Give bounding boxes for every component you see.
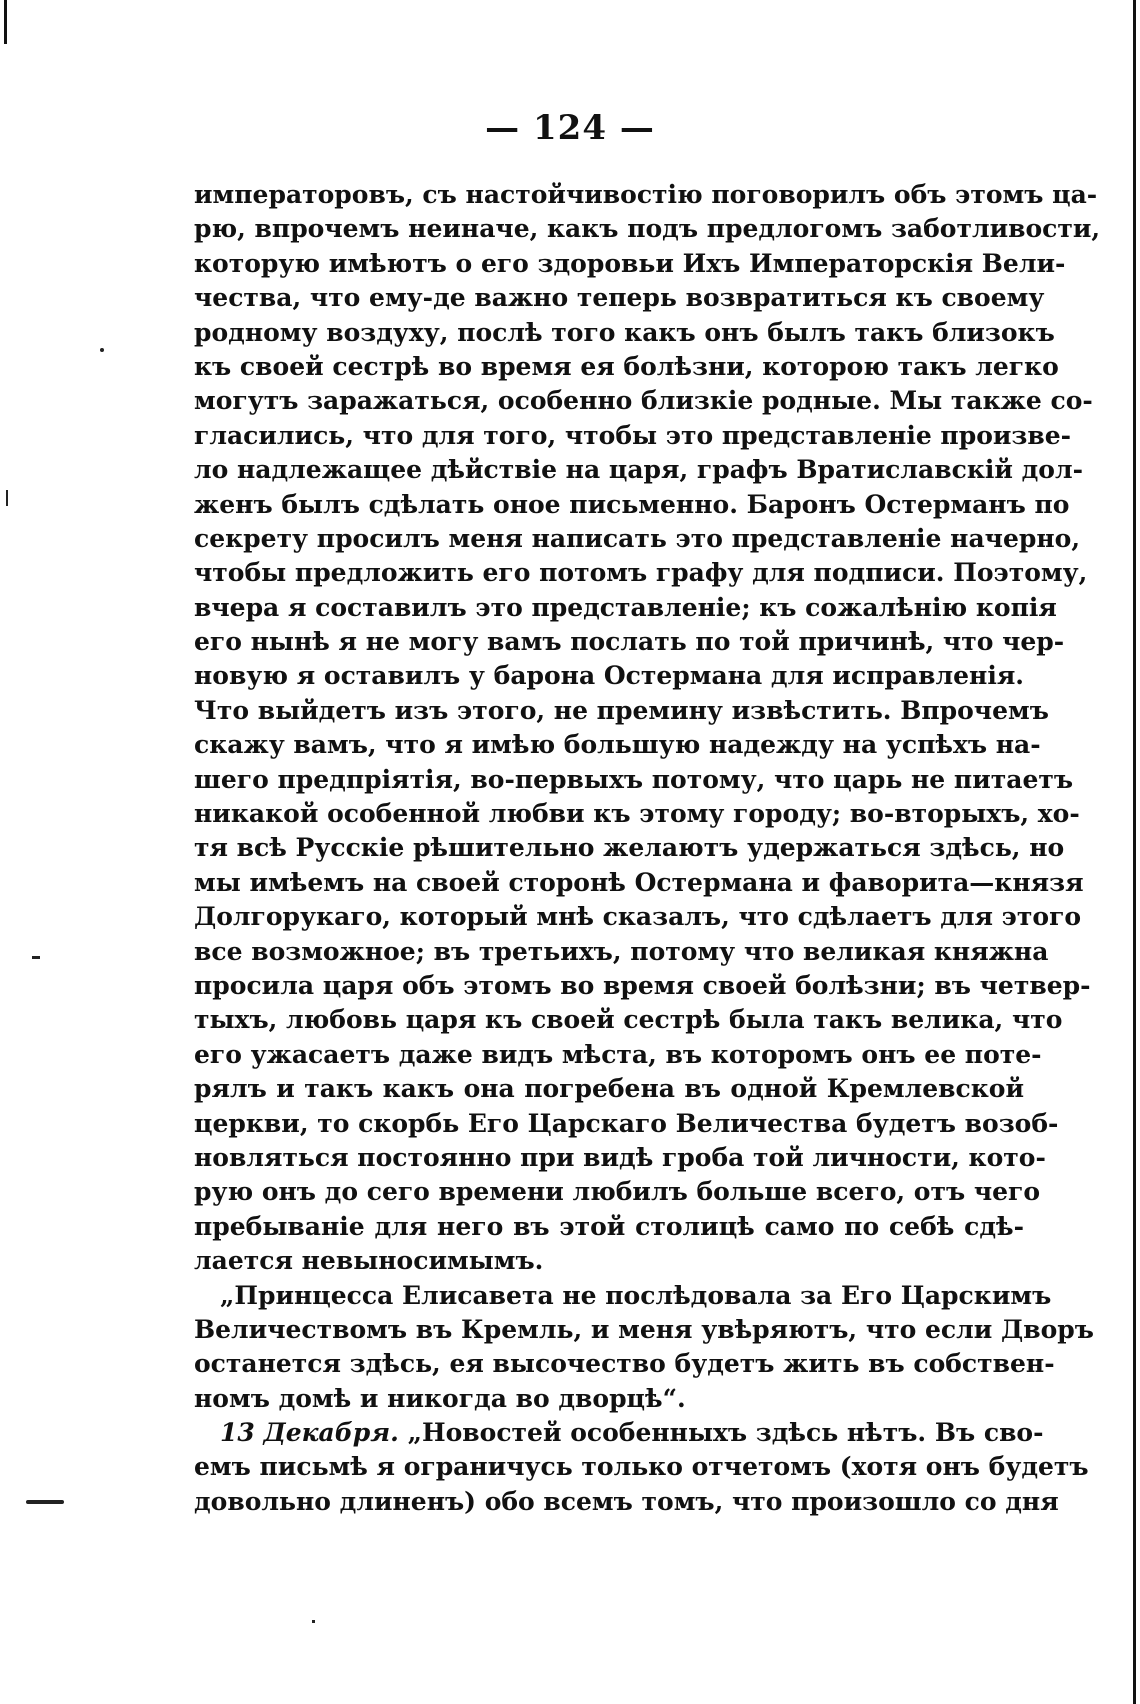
- text-line: рялъ и такъ какъ она погребена въ одной Кремлевской: [194, 1074, 1024, 1104]
- text-line: чтобы предложить его потомъ графу для подписи. Поэтому,: [194, 558, 1088, 588]
- text-line: новую я оставилъ у барона Остермана для исправленія.: [194, 661, 1024, 691]
- text-line: его нынѣ я не могу вамъ послать по той причинѣ, что чер-: [194, 627, 1065, 657]
- page-number: — 124 —: [485, 108, 655, 148]
- text-line: его ужасаетъ даже видъ мѣста, въ которомъ онъ ее поте-: [194, 1039, 1042, 1069]
- text-line: вчера я составилъ это представленіе; къ сожалѣнію копія: [194, 592, 1057, 622]
- scan-mark-dash: [32, 956, 40, 959]
- scan-edge-left-top: [4, 0, 7, 44]
- body-text: [194, 178, 1101, 1519]
- text-line: „Принцесса Елисавета не послѣдовала за Его Царскимъ: [220, 1280, 1052, 1310]
- text-line: тыхъ, любовь царя къ своей сестрѣ была такъ велика, что: [194, 1005, 1063, 1035]
- text-line: къ своей сестрѣ во время ея болѣзни, которою такъ легко: [194, 351, 1059, 381]
- text-line: чества, что ему-де важно теперь возвратиться къ своему: [194, 283, 1045, 313]
- text-lines: [194, 178, 1101, 1416]
- text-line: которую имѣютъ о его здоровьи Ихъ Императорскія Вели-: [194, 248, 1066, 278]
- scan-mark-speck: [312, 1620, 315, 1623]
- dated-entry-first-line: [194, 1416, 1044, 1450]
- text-line: скажу вамъ, что я имѣю большую надежду на успѣхъ на-: [194, 730, 1041, 760]
- text-line: довольно длиненъ) обо всемъ томъ, что произошло со дня: [194, 1486, 1059, 1516]
- entry-first-line-text: „Новостей особенныхъ здѣсь нѣтъ. Въ сво-: [407, 1418, 1044, 1448]
- text-line: просила царя объ этомъ во время своей болѣзни; въ четвер-: [194, 970, 1091, 1000]
- text-line: номъ домѣ и никогда во дворцѣ“.: [194, 1383, 686, 1413]
- entry-date: 13 Декабря.: [220, 1418, 399, 1448]
- text-line: секрету просилъ меня написать это представленіе начерно,: [194, 523, 1081, 553]
- text-line: мы имѣемъ на своей сторонѣ Остермана и фаворита—князя: [194, 867, 1084, 897]
- text-line: Долгорукаго, который мнѣ сказалъ, что сдѣлаетъ для этого: [194, 902, 1082, 932]
- text-line: емъ письмѣ я ограничусь только отчетомъ (хотя онъ будетъ: [194, 1452, 1089, 1482]
- text-line: никакой особенной любви къ этому городу; во-вторыхъ, хо-: [194, 799, 1080, 829]
- text-line: тя всѣ Русскіе рѣшительно желаютъ удержаться здѣсь, но: [194, 833, 1065, 863]
- scan-mark-tick: [6, 490, 8, 506]
- text-line: рю, впрочемъ неиначе, какъ подъ предлогомъ заботливости,: [194, 214, 1101, 244]
- text-line: ло надлежащее дѣйствіе на царя, графъ Вратиславскій дол-: [194, 455, 1083, 485]
- text-line: останется здѣсь, ея высочество будетъ жить въ собствен-: [194, 1349, 1055, 1379]
- text-line: шего предпріятія, во-первыхъ потому, что царь не питаетъ: [194, 764, 1074, 794]
- text-line: лается невыносимымъ.: [194, 1246, 544, 1276]
- text-line: императоровъ, съ настойчивостію поговорилъ объ этомъ ца-: [194, 180, 1098, 209]
- text-line: женъ былъ сдѣлать оное письменно. Баронъ Остерманъ по: [194, 489, 1070, 519]
- text-line: гласились, что для того, чтобы это представленіе произве-: [194, 420, 1072, 450]
- text-line: Величествомъ въ Кремль, и меня увѣряютъ, что если Дворъ: [194, 1314, 1094, 1344]
- text-line: новляться постоянно при видѣ гроба той личности, кото-: [194, 1142, 1046, 1172]
- scan-mark-dot: [100, 348, 104, 352]
- scan-mark-smudge: [26, 1500, 64, 1504]
- text-line: рую онъ до сего времени любилъ больше всего, отъ чего: [194, 1177, 1041, 1207]
- text-line: все возможное; въ третьихъ, потому что великая княжна: [194, 936, 1049, 966]
- text-line: пребываніе для него въ этой столицѣ само по себѣ сдѣ-: [194, 1211, 1024, 1241]
- dated-entry-lines: [194, 1450, 1089, 1519]
- text-line: родному воздуху, послѣ того какъ онъ былъ такъ близокъ: [194, 317, 1055, 347]
- text-line: Что выйдетъ изъ этого, не премину извѣстить. Впрочемъ: [194, 695, 1049, 725]
- scan-edge-right: [1133, 0, 1136, 1704]
- text-line: могутъ заражаться, особенно близкіе родные. Мы также со-: [194, 386, 1093, 416]
- text-line: церкви, то скорбь Его Царскаго Величества будетъ возоб-: [194, 1108, 1059, 1138]
